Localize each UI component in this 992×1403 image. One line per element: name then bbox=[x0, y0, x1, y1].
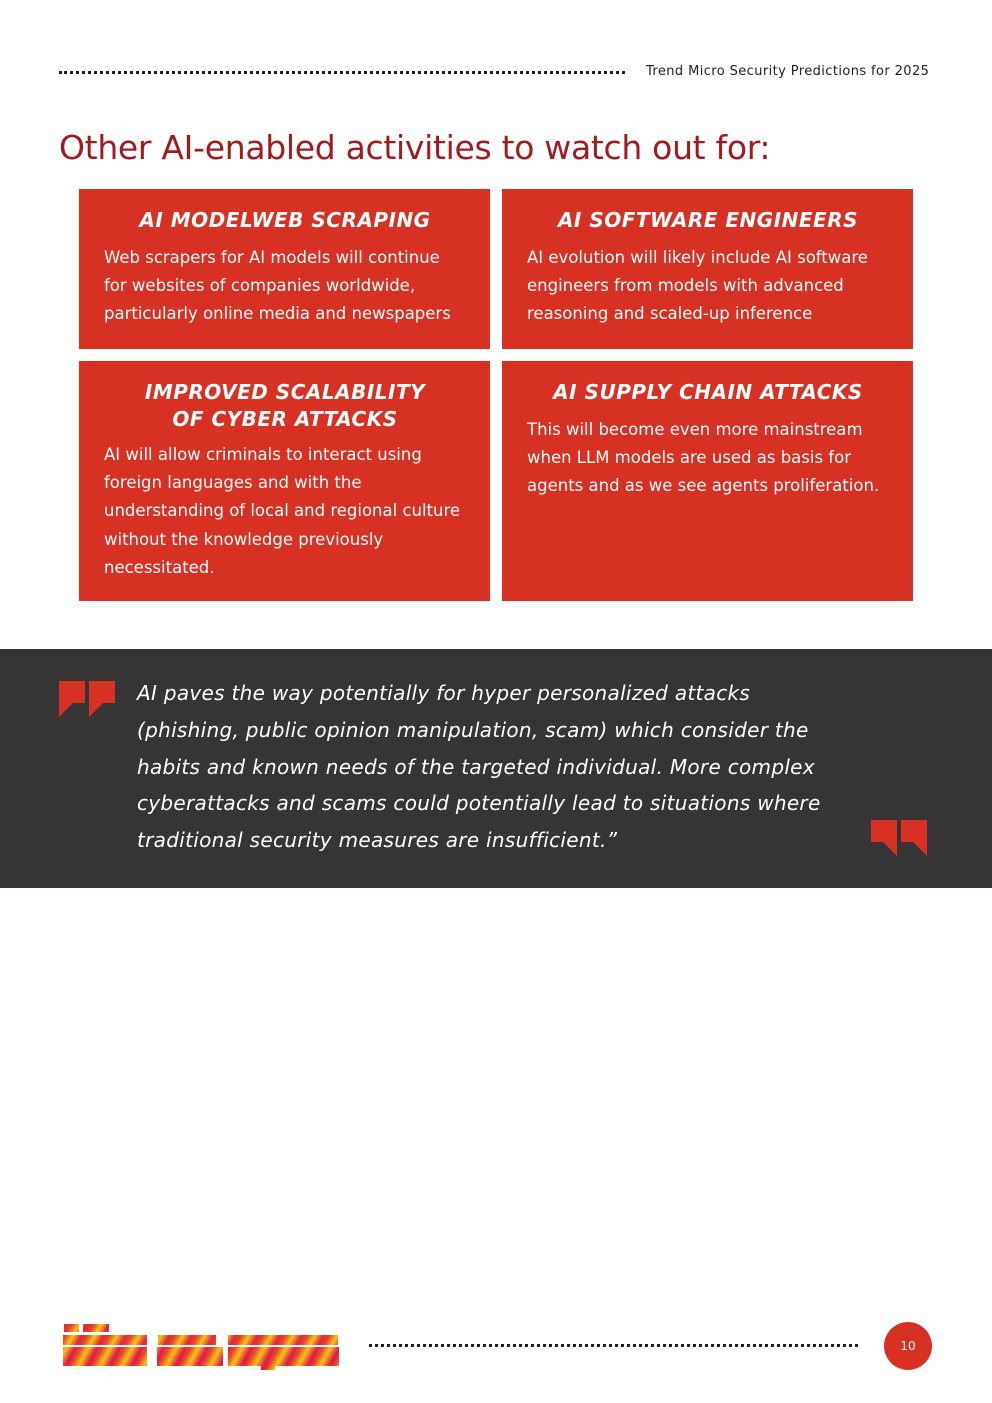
card-improved-scalability bbox=[79, 361, 490, 601]
card-title-line-1: IMPROVED SCALABILITY bbox=[144, 380, 426, 404]
trend-micro-logo bbox=[63, 1324, 341, 1370]
card-title: AI SOFTWARE ENGINEERS bbox=[557, 208, 859, 232]
card-title: AI MODELWEB SCRAPING bbox=[139, 208, 431, 232]
card-title bbox=[104, 379, 466, 433]
card-body: AI evolution will likely include AI software engineers from models with advanced reasoning and scaled-up inference bbox=[527, 248, 868, 324]
card-body: This will become even more mainstream when LLM models are used as basis for agents and as we see agents proliferation. bbox=[527, 420, 880, 496]
card-ai-supply-chain-attacks bbox=[502, 361, 913, 601]
card-body: AI will allow criminals to interact using foreign languages and with the understanding of local and regional culture without the knowledge previously necessitated. bbox=[104, 445, 461, 577]
quote-close-icon bbox=[871, 820, 929, 858]
card-ai-web-scraping bbox=[79, 189, 490, 349]
card-ai-software-engineers bbox=[502, 189, 913, 349]
page-number-badge bbox=[884, 1322, 932, 1370]
card-title: AI SUPPLY CHAIN ATTACKS bbox=[553, 380, 863, 404]
page-number: 10 bbox=[900, 1339, 916, 1353]
card-title-line-2: OF CYBER ATTACKS bbox=[172, 407, 398, 431]
header-dotted-rule bbox=[59, 71, 625, 74]
card-body: Web scrapers for AI models will continue for websites of companies worldwide, particularly online media and newspapers bbox=[104, 248, 451, 324]
page-heading: Other AI-enabled activities to watch out for: bbox=[59, 128, 771, 167]
footer-dotted-rule bbox=[369, 1344, 858, 1347]
quote-text: AI paves the way potentially for hyper personalized attacks (phishing, public opinion manipulation, scam) which consider the habits and known needs of the targeted individual. More complex cyberattacks and scams could potentially lead to situations where traditional security measures are insufficient.” bbox=[137, 681, 821, 853]
header-title: Trend Micro Security Predictions for 2025 bbox=[646, 64, 930, 79]
quote-open-icon bbox=[59, 681, 117, 719]
